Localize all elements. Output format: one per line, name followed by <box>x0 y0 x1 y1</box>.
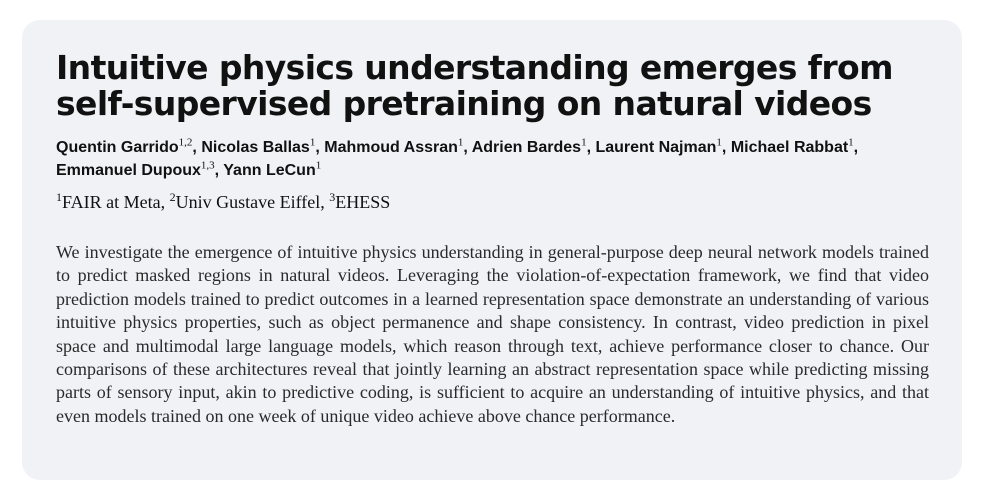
author: Mahmoud Assran$^1$ <box>324 136 464 156</box>
abstract: We investigate the emergence of intuitive physics understanding in general-purpose deep neural network models trained to predict masked regions in natural videos. Leveraging the violation-of-expectation framework, we find that video prediction models trained to predict outcomes in a learned representation space demonstrate an understanding of various intuitive physics properties, such as object permanence and shape consistency. In contrast, video prediction in pixel space and multimodal large language models, which reason through text, achieve performance closer to chance. Our comparisons of these architectures reveal that jointly learning an abstract representation space while predicting missing parts of sensory input, akin to predictive coding, is sufficient to acquire an understanding of intuitive physics, and that even models trained on one week of unique video achieve above chance performance. <box>56 242 929 426</box>
author-affiliation-mark: 1 <box>457 136 464 149</box>
paper-title <box>56 50 929 122</box>
affiliation: $^2$Univ Gustave Eiffel <box>169 190 321 212</box>
author: Michael Rabbat$^1$ <box>730 136 854 156</box>
author-affiliation-mark: 1,3 <box>200 159 215 172</box>
author-affiliation-mark: 1 <box>581 136 587 149</box>
affiliation-list: $^1$FAIR at Meta, $^2$Univ Gustave Eiffel, $^3$EHESS <box>56 190 391 212</box>
author: Emmanuel Dupoux$^{1,3}$ <box>56 159 215 179</box>
title-line-1: Intuitive physics understanding emerges from <box>56 48 893 87</box>
author: Quentin Garrido$^{1,2}$ <box>56 136 193 156</box>
author-affiliation-mark: 1 <box>315 159 322 172</box>
author-affiliation-mark: 1 <box>848 136 854 149</box>
author: Yann LeCun$^1$ <box>223 159 322 179</box>
author-list: Quentin Garrido$^{1,2}$, Nicolas Ballas$^1$, Mahmoud Assran$^1$, Adrien Bardes$^1$, Laurent Najman$^1$, Michael Rabbat$^1$, Emmanuel Dupoux$^{1,3}$, Yann LeCun$^1$ <box>56 136 859 179</box>
author: Adrien Bardes$^1$ <box>471 136 587 156</box>
title-line-2: self-supervised pretraining on natural videos <box>56 84 872 123</box>
affiliation: $^1$FAIR at Meta <box>56 190 161 212</box>
author: Laurent Najman$^1$ <box>595 136 722 156</box>
author-affiliation-mark: 1,2 <box>178 136 193 149</box>
author-affiliation-mark: 1 <box>716 136 722 149</box>
author: Nicolas Ballas$^1$ <box>201 136 316 156</box>
paper-card <box>22 20 962 480</box>
affiliation: $^3$EHESS <box>329 190 391 212</box>
author-affiliation-mark: 1 <box>309 136 316 149</box>
